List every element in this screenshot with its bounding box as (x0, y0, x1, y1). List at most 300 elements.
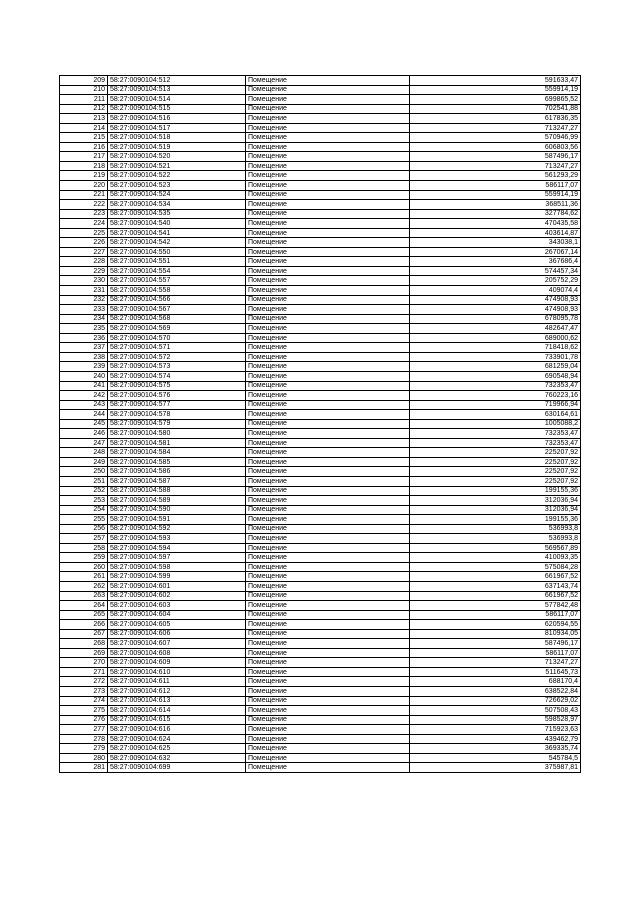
cadastral-number-cell: 58:27:0090104:523 (108, 181, 246, 191)
object-type-cell: Помещение (246, 419, 410, 429)
row-number-cell: 265 (60, 610, 108, 620)
cadastral-value-cell: 559914,19 (410, 190, 581, 200)
object-type-cell: Помещение (246, 496, 410, 506)
table-row (60, 400, 581, 410)
object-type-cell: Помещение (246, 581, 410, 591)
object-type-cell: Помещение (246, 467, 410, 477)
cadastral-value-cell: 715923,63 (410, 725, 581, 735)
object-type-cell: Помещение (246, 114, 410, 124)
cadastral-value-cell: 569567,89 (410, 543, 581, 553)
cadastral-number-cell: 58:27:0090104:585 (108, 457, 246, 467)
table-row (60, 534, 581, 544)
table-row (60, 515, 581, 525)
object-type-cell: Помещение (246, 744, 410, 754)
object-type-cell: Помещение (246, 85, 410, 95)
row-number-cell: 224 (60, 219, 108, 229)
object-type-cell: Помещение (246, 562, 410, 572)
cadastral-value-cell: 327784,62 (410, 209, 581, 219)
table-row (60, 715, 581, 725)
cadastral-value-cell: 511645,73 (410, 667, 581, 677)
row-number-cell: 228 (60, 257, 108, 267)
row-number-cell: 240 (60, 371, 108, 381)
row-number-cell: 257 (60, 534, 108, 544)
object-type-cell: Помещение (246, 448, 410, 458)
object-type-cell: Помещение (246, 648, 410, 658)
cadastral-number-cell: 58:27:0090104:580 (108, 429, 246, 439)
row-number-cell: 269 (60, 648, 108, 658)
table-row (60, 286, 581, 296)
row-number-cell: 226 (60, 238, 108, 248)
table-row (60, 553, 581, 563)
row-number-cell: 258 (60, 543, 108, 553)
table-row (60, 706, 581, 716)
object-type-cell: Помещение (246, 438, 410, 448)
cadastral-value-cell: 545784,5 (410, 753, 581, 763)
table-row (60, 324, 581, 334)
cadastral-number-cell: 58:27:0090104:578 (108, 410, 246, 420)
object-type-cell: Помещение (246, 734, 410, 744)
row-number-cell: 216 (60, 142, 108, 152)
object-type-cell: Помещение (246, 572, 410, 582)
cadastral-number-cell: 58:27:0090104:592 (108, 524, 246, 534)
table-row (60, 620, 581, 630)
row-number-cell: 276 (60, 715, 108, 725)
object-type-cell: Помещение (246, 209, 410, 219)
cadastral-value-cell: 375987,81 (410, 763, 581, 773)
row-number-cell: 266 (60, 620, 108, 630)
table-row (60, 629, 581, 639)
table-row (60, 219, 581, 229)
object-type-cell: Помещение (246, 715, 410, 725)
cadastral-value-cell: 606803,56 (410, 142, 581, 152)
cadastral-value-cell: 439462,79 (410, 734, 581, 744)
cadastral-number-cell: 58:27:0090104:558 (108, 286, 246, 296)
cadastral-value-cell: 718418,62 (410, 343, 581, 353)
cadastral-number-cell: 58:27:0090104:593 (108, 534, 246, 544)
cadastral-number-cell: 58:27:0090104:521 (108, 161, 246, 171)
row-number-cell: 279 (60, 744, 108, 754)
cadastral-number-cell: 58:27:0090104:550 (108, 247, 246, 257)
row-number-cell: 237 (60, 343, 108, 353)
object-type-cell: Помещение (246, 515, 410, 525)
object-type-cell: Помещение (246, 161, 410, 171)
object-type-cell: Помещение (246, 266, 410, 276)
cadastral-value-cell: 574457,34 (410, 266, 581, 276)
table-row (60, 305, 581, 315)
row-number-cell: 231 (60, 286, 108, 296)
object-type-cell: Помещение (246, 457, 410, 467)
cadastral-number-cell: 58:27:0090104:570 (108, 333, 246, 343)
cadastral-value-cell: 732353,47 (410, 429, 581, 439)
cadastral-number-cell: 58:27:0090104:587 (108, 476, 246, 486)
cadastral-number-cell: 58:27:0090104:608 (108, 648, 246, 658)
row-number-cell: 241 (60, 381, 108, 391)
cadastral-number-cell: 58:27:0090104:632 (108, 753, 246, 763)
cadastral-value-cell: 205752,29 (410, 276, 581, 286)
cadastral-number-cell: 58:27:0090104:524 (108, 190, 246, 200)
cadastral-value-cell: 713247,27 (410, 161, 581, 171)
table-row (60, 200, 581, 210)
row-number-cell: 264 (60, 601, 108, 611)
cadastral-number-cell: 58:27:0090104:572 (108, 352, 246, 362)
row-number-cell: 263 (60, 591, 108, 601)
row-number-cell: 249 (60, 457, 108, 467)
row-number-cell: 234 (60, 314, 108, 324)
table-row (60, 76, 581, 86)
table-body (60, 76, 581, 773)
object-type-cell: Помещение (246, 181, 410, 191)
row-number-cell: 218 (60, 161, 108, 171)
table-row (60, 505, 581, 515)
object-type-cell: Помещение (246, 343, 410, 353)
cadastral-value-cell: 403614,87 (410, 228, 581, 238)
cadastral-number-cell: 58:27:0090104:514 (108, 95, 246, 105)
cadastral-value-cell: 409074,4 (410, 286, 581, 296)
cadastral-value-cell: 598528,97 (410, 715, 581, 725)
cadastral-value-cell: 726629,02 (410, 696, 581, 706)
object-type-cell: Помещение (246, 410, 410, 420)
table-row (60, 343, 581, 353)
table-row (60, 524, 581, 534)
row-number-cell: 230 (60, 276, 108, 286)
cadastral-value-cell: 474908,93 (410, 305, 581, 315)
cadastral-value-cell: 661967,52 (410, 572, 581, 582)
cadastral-number-cell: 58:27:0090104:591 (108, 515, 246, 525)
cadastral-number-cell: 58:27:0090104:613 (108, 696, 246, 706)
table-row (60, 753, 581, 763)
table-row (60, 161, 581, 171)
row-number-cell: 280 (60, 753, 108, 763)
object-type-cell: Помещение (246, 352, 410, 362)
cadastral-number-cell: 58:27:0090104:551 (108, 257, 246, 267)
table-row (60, 763, 581, 773)
cadastral-number-cell: 58:27:0090104:603 (108, 601, 246, 611)
object-type-cell: Помещение (246, 305, 410, 315)
cadastral-number-cell: 58:27:0090104:534 (108, 200, 246, 210)
cadastral-value-cell: 661967,52 (410, 591, 581, 601)
cadastral-value-cell: 587496,17 (410, 639, 581, 649)
row-number-cell: 209 (60, 76, 108, 86)
row-number-cell: 256 (60, 524, 108, 534)
cadastral-number-cell: 58:27:0090104:579 (108, 419, 246, 429)
table-row (60, 123, 581, 133)
row-number-cell: 227 (60, 247, 108, 257)
row-number-cell: 244 (60, 410, 108, 420)
row-number-cell: 253 (60, 496, 108, 506)
object-type-cell: Помещение (246, 687, 410, 697)
cadastral-number-cell: 58:27:0090104:601 (108, 581, 246, 591)
cadastral-value-cell: 577842,48 (410, 601, 581, 611)
object-type-cell: Помещение (246, 524, 410, 534)
object-type-cell: Помещение (246, 247, 410, 257)
table-row (60, 572, 581, 582)
cadastral-number-cell: 58:27:0090104:571 (108, 343, 246, 353)
cadastral-number-cell: 58:27:0090104:577 (108, 400, 246, 410)
object-type-cell: Помещение (246, 591, 410, 601)
cadastral-value-cell: 369335,74 (410, 744, 581, 754)
cadastral-number-cell: 58:27:0090104:575 (108, 381, 246, 391)
table-row (60, 543, 581, 553)
table-row (60, 104, 581, 114)
object-type-cell: Помещение (246, 190, 410, 200)
table-row (60, 142, 581, 152)
row-number-cell: 270 (60, 658, 108, 668)
table-row (60, 95, 581, 105)
object-type-cell: Помещение (246, 725, 410, 735)
cadastral-value-cell: 1005088,2 (410, 419, 581, 429)
cadastral-value-cell: 367686,4 (410, 257, 581, 267)
cadastral-value-cell: 199155,36 (410, 515, 581, 525)
cadastral-value-cell: 225207,92 (410, 448, 581, 458)
cadastral-number-cell: 58:27:0090104:513 (108, 85, 246, 95)
table-row (60, 696, 581, 706)
cadastral-value-cell: 561293,29 (410, 171, 581, 181)
table-row (60, 667, 581, 677)
cadastral-number-cell: 58:27:0090104:607 (108, 639, 246, 649)
object-type-cell: Помещение (246, 104, 410, 114)
row-number-cell: 245 (60, 419, 108, 429)
row-number-cell: 248 (60, 448, 108, 458)
cadastral-number-cell: 58:27:0090104:522 (108, 171, 246, 181)
table-row (60, 352, 581, 362)
table-row (60, 601, 581, 611)
cadastral-number-cell: 58:27:0090104:616 (108, 725, 246, 735)
object-type-cell: Помещение (246, 228, 410, 238)
object-type-cell: Помещение (246, 362, 410, 372)
cadastral-value-cell: 536993,8 (410, 524, 581, 534)
row-number-cell: 274 (60, 696, 108, 706)
cadastral-number-cell: 58:27:0090104:541 (108, 228, 246, 238)
table-row (60, 85, 581, 95)
cadastral-number-cell: 58:27:0090104:589 (108, 496, 246, 506)
cadastral-value-cell: 630164,61 (410, 410, 581, 420)
table-row (60, 391, 581, 401)
row-number-cell: 261 (60, 572, 108, 582)
table-row (60, 333, 581, 343)
cadastral-value-cell: 225207,92 (410, 457, 581, 467)
table-row (60, 496, 581, 506)
object-type-cell: Помещение (246, 667, 410, 677)
table-row (60, 228, 581, 238)
cadastral-value-cell: 638522,84 (410, 687, 581, 697)
cadastral-number-cell: 58:27:0090104:614 (108, 706, 246, 716)
table-row (60, 152, 581, 162)
cadastral-number-cell: 58:27:0090104:573 (108, 362, 246, 372)
object-type-cell: Помещение (246, 763, 410, 773)
table-row (60, 362, 581, 372)
cadastral-value-cell: 713247,27 (410, 658, 581, 668)
table-row (60, 410, 581, 420)
cadastral-number-cell: 58:27:0090104:590 (108, 505, 246, 515)
cadastral-number-cell: 58:27:0090104:597 (108, 553, 246, 563)
cadastral-value-cell: 570946,99 (410, 133, 581, 143)
row-number-cell: 238 (60, 352, 108, 362)
row-number-cell: 219 (60, 171, 108, 181)
cadastral-value-cell: 689000,62 (410, 333, 581, 343)
row-number-cell: 273 (60, 687, 108, 697)
object-type-cell: Помещение (246, 123, 410, 133)
object-type-cell: Помещение (246, 76, 410, 86)
cadastral-number-cell: 58:27:0090104:540 (108, 219, 246, 229)
row-number-cell: 259 (60, 553, 108, 563)
cadastral-number-cell: 58:27:0090104:612 (108, 687, 246, 697)
table-row (60, 314, 581, 324)
object-type-cell: Помещение (246, 505, 410, 515)
row-number-cell: 260 (60, 562, 108, 572)
row-number-cell: 254 (60, 505, 108, 515)
cadastral-value-cell: 199155,36 (410, 486, 581, 496)
object-type-cell: Помещение (246, 706, 410, 716)
row-number-cell: 221 (60, 190, 108, 200)
cadastral-value-cell: 482647,47 (410, 324, 581, 334)
cadastral-number-cell: 58:27:0090104:557 (108, 276, 246, 286)
row-number-cell: 246 (60, 429, 108, 439)
object-type-cell: Помещение (246, 553, 410, 563)
object-type-cell: Помещение (246, 753, 410, 763)
object-type-cell: Помещение (246, 696, 410, 706)
row-number-cell: 233 (60, 305, 108, 315)
cadastral-value-cell: 719966,94 (410, 400, 581, 410)
object-type-cell: Помещение (246, 142, 410, 152)
cadastral-number-cell: 58:27:0090104:515 (108, 104, 246, 114)
object-type-cell: Помещение (246, 276, 410, 286)
table-row (60, 114, 581, 124)
table-row (60, 744, 581, 754)
row-number-cell: 235 (60, 324, 108, 334)
object-type-cell: Помещение (246, 381, 410, 391)
cadastral-number-cell: 58:27:0090104:581 (108, 438, 246, 448)
cadastral-number-cell: 58:27:0090104:624 (108, 734, 246, 744)
object-type-cell: Помещение (246, 400, 410, 410)
object-type-cell: Помещение (246, 324, 410, 334)
cadastral-value-cell: 575084,28 (410, 562, 581, 572)
cadastral-number-cell: 58:27:0090104:606 (108, 629, 246, 639)
cadastral-value-cell: 586117,07 (410, 610, 581, 620)
object-type-cell: Помещение (246, 314, 410, 324)
cadastral-value-cell: 637143,74 (410, 581, 581, 591)
cadastral-value-cell: 343038,1 (410, 238, 581, 248)
object-type-cell: Помещение (246, 620, 410, 630)
cadastral-number-cell: 58:27:0090104:602 (108, 591, 246, 601)
object-type-cell: Помещение (246, 429, 410, 439)
cadastral-number-cell: 58:27:0090104:594 (108, 543, 246, 553)
row-number-cell: 262 (60, 581, 108, 591)
object-type-cell: Помещение (246, 219, 410, 229)
object-type-cell: Помещение (246, 333, 410, 343)
table-row (60, 381, 581, 391)
cadastral-number-cell: 58:27:0090104:566 (108, 295, 246, 305)
row-number-cell: 267 (60, 629, 108, 639)
table-row (60, 133, 581, 143)
cadastral-number-cell: 58:27:0090104:699 (108, 763, 246, 773)
row-number-cell: 271 (60, 667, 108, 677)
table-row (60, 562, 581, 572)
cadastral-value-cell: 591633,47 (410, 76, 581, 86)
table-row (60, 438, 581, 448)
table-row (60, 209, 581, 219)
table-row (60, 687, 581, 697)
object-type-cell: Помещение (246, 658, 410, 668)
object-type-cell: Помещение (246, 534, 410, 544)
row-number-cell: 232 (60, 295, 108, 305)
row-number-cell: 275 (60, 706, 108, 716)
cadastral-value-cell: 470435,58 (410, 219, 581, 229)
cadastral-number-cell: 58:27:0090104:535 (108, 209, 246, 219)
cadastral-number-cell: 58:27:0090104:554 (108, 266, 246, 276)
table-row (60, 734, 581, 744)
row-number-cell: 236 (60, 333, 108, 343)
cadastral-number-cell: 58:27:0090104:567 (108, 305, 246, 315)
row-number-cell: 277 (60, 725, 108, 735)
cadastral-number-cell: 58:27:0090104:604 (108, 610, 246, 620)
row-number-cell: 243 (60, 400, 108, 410)
row-number-cell: 211 (60, 95, 108, 105)
row-number-cell: 217 (60, 152, 108, 162)
cadastral-value-cell: 587496,17 (410, 152, 581, 162)
table-row (60, 190, 581, 200)
object-type-cell: Помещение (246, 543, 410, 553)
table-row (60, 429, 581, 439)
row-number-cell: 210 (60, 85, 108, 95)
row-number-cell: 215 (60, 133, 108, 143)
row-number-cell: 278 (60, 734, 108, 744)
object-type-cell: Помещение (246, 286, 410, 296)
object-type-cell: Помещение (246, 200, 410, 210)
row-number-cell: 250 (60, 467, 108, 477)
cadastral-number-cell: 58:27:0090104:605 (108, 620, 246, 630)
row-number-cell: 223 (60, 209, 108, 219)
cadastral-number-cell: 58:27:0090104:599 (108, 572, 246, 582)
cadastral-value-cell: 733901,78 (410, 352, 581, 362)
cadastral-number-cell: 58:27:0090104:615 (108, 715, 246, 725)
object-type-cell: Помещение (246, 257, 410, 267)
row-number-cell: 222 (60, 200, 108, 210)
object-type-cell: Помещение (246, 476, 410, 486)
cadastral-number-cell: 58:27:0090104:574 (108, 371, 246, 381)
object-type-cell: Помещение (246, 133, 410, 143)
object-type-cell: Помещение (246, 371, 410, 381)
cadastral-value-cell: 617836,35 (410, 114, 581, 124)
table-row (60, 648, 581, 658)
table-row (60, 677, 581, 687)
cadastral-value-cell: 559914,19 (410, 85, 581, 95)
table-row (60, 486, 581, 496)
row-number-cell: 251 (60, 476, 108, 486)
row-number-cell: 239 (60, 362, 108, 372)
object-type-cell: Помещение (246, 677, 410, 687)
row-number-cell: 212 (60, 104, 108, 114)
object-type-cell: Помещение (246, 391, 410, 401)
cadastral-value-cell: 810934,05 (410, 629, 581, 639)
object-type-cell: Помещение (246, 238, 410, 248)
cadastral-value-cell: 225207,92 (410, 476, 581, 486)
cadastral-number-cell: 58:27:0090104:519 (108, 142, 246, 152)
row-number-cell: 242 (60, 391, 108, 401)
cadastral-value-cell: 688170,4 (410, 677, 581, 687)
cadastral-number-cell: 58:27:0090104:588 (108, 486, 246, 496)
cadastral-value-cell: 702541,88 (410, 104, 581, 114)
cadastral-value-cell: 713247,27 (410, 123, 581, 133)
cadastral-number-cell: 58:27:0090104:568 (108, 314, 246, 324)
cadastral-number-cell: 58:27:0090104:584 (108, 448, 246, 458)
table-row (60, 276, 581, 286)
table-row (60, 476, 581, 486)
table-row (60, 266, 581, 276)
cadastral-value-cell: 760223,16 (410, 391, 581, 401)
cadastral-number-cell: 58:27:0090104:625 (108, 744, 246, 754)
row-number-cell: 225 (60, 228, 108, 238)
table-row (60, 419, 581, 429)
